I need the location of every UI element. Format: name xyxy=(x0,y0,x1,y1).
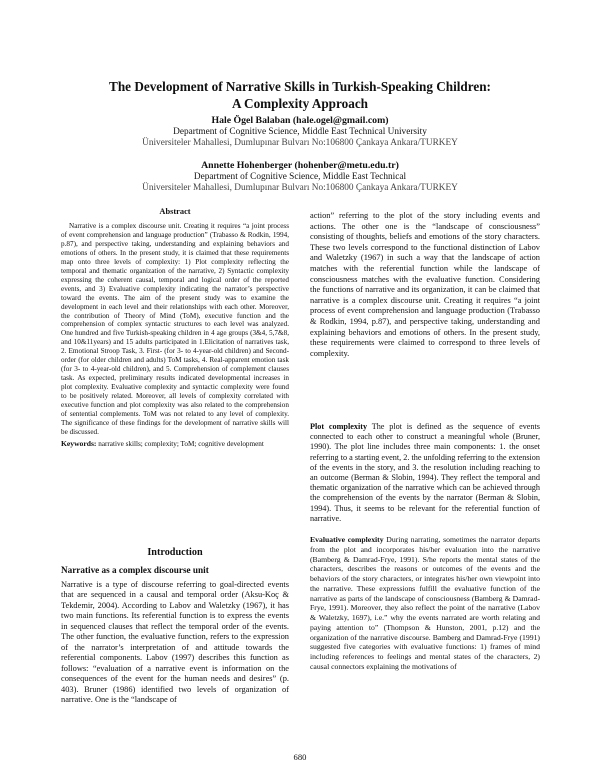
keywords-label: Keywords: xyxy=(61,438,97,448)
evaluative-complexity-paragraph xyxy=(310,535,540,672)
plot-complexity-heading: Plot complexity xyxy=(310,422,368,431)
author-address: Üniversiteler Mahallesi, Dumlupınar Bulvarı No:106800 Çankaya Ankara/TURKEY xyxy=(142,183,458,193)
author-address: Üniversiteler Mahallesi, Dumlupınar Bulvarı No:106800 Çankaya Ankara/TURKEY xyxy=(142,138,458,148)
abstract-heading: Abstract xyxy=(159,207,191,216)
author-name: Hale Ögel Balaban (hale.ogel@gmail.com) xyxy=(211,115,389,126)
plot-complexity-text: The plot is defined as the sequence of events connected to each other to construct a meaningful whole (Bruner, 1990). The plot line includes three main components: 1. the onset referring to a starting event, 2. the unfolding referring to the extension of the events in the story, and 3. the resolution including reaching to an outcome (Berman & Slobin, 1994). They reflect the temporal and thematic organization of the narrative which can be achieved through the comprehension of the events by the narrator (Berman & Slobin, 1994). Thus, it seems to be relevant for the referential function of narrative. xyxy=(310,422,540,523)
keywords-text: narrative skills; complexity; ToM; cognitive development xyxy=(96,439,264,448)
title-line-1: The Development of Narrative Skills in Turkish-Speaking Children: xyxy=(109,79,491,94)
paper-title xyxy=(60,78,540,112)
abstract-text: Narrative is a complex discourse unit. Creating it requires “a joint process of event comprehension and language production” (Trabasso & Rodkin, 1994, p.87), and perspective taking, understanding and explaining behaviors and emotions of others. In the present study, it is claimed that these requirements map onto three levels of complexity: 1) Plot complexity reflecting the temporal and thematic organization of the narrative, 2) Syntactic complexity expressing the coherent causal, temporal and logical order of the reported events, and 3) Evaluative complexity indicating the narrator’s perspective toward the events. The aim of the present study was to examine the development in each level and their relationships with each other. Moreover, the contribution of Theory of Mind (ToM), executive function and the comprehension of complex syntactic structures to each level was analyzed. One hundred and five Turkish-speaking children in 4 age groups (3&4, 5,7&8, and 10&11years) and 15 adults participated in 1.Elicitation of narratives task, 2. Emotional Stroop Task, 3. First- (for 3- to 4-year-old children) and Second-order (for older children and adults) ToM tasks, 4. Real-apparent emotion task (for 3- to 4-year-old children), and 5. Comprehension of complement clauses task. As expected, preliminary results indicated developmental increases in plot complexity. Evaluative complexity and syntactic complexity were found to be positively related. Moreover, all levels of complexity correlated with executive function and plot complexity was also related to the comprehension of sentential complements. ToM was not related to any level of complexity. The significance of these findings for the development of narrative skills will be discussed. xyxy=(61,222,289,436)
author-department: Department of Cognitive Science, Middle East Technical University xyxy=(173,126,427,137)
author-block-1 xyxy=(60,115,540,150)
evaluative-complexity-text: During narrating, sometimes the narrator departs from the plot and incorporates his/her evaluation into the narrative (Bamberg & Damrad-Frye, 1991). S/he reports the mental states of the characters, describes the reasons or outcomes of the events and the behaviors of the story characters, or integrates his/her own viewpoint into the narrative. These expressions fulfill the evaluative function of the narrative as parts of the landscape of consciousness (Bamberg & Damrad-Frye, 1991). Moreover, they also reflect the point of the narrative (Labov & Waletzky, 1697), i.e.” why the events narrated are worth relating and paying attention to” (Thompson & Hunston, 2001, p.12) and the organization of the narrative discourse. Bamberg and Damrad-Frye (1991) suggested five categories with evaluative functions: 1) frames of mind including references to feelings and mental states of the characters, 2) causal connectors explaining the motivations of xyxy=(310,535,541,671)
page-number: 680 xyxy=(293,752,307,762)
plot-complexity-paragraph xyxy=(310,422,540,524)
right-paragraph-1: action” referring to the plot of the story including events and actions. The other one is the “landscape of consciousness” consisting of thoughts, beliefs and emotions of the story characters. These two levels correspond to the functional distinction of Labov and Waletzky (1967) in such a way that the landscape of action matches with the referential function while the landscape of consciousness matches with the evaluative function. Considering the functions of narrative and its organization, it can be claimed that narrative is a complex discourse unit. Creating it requires “a joint process of event comprehension and language production (Trabasso & Rodkin, 1994, p.87), and perspective taking, understanding and explaining behaviors and emotions of others. In the present study, these requirements were claimed to correspond to three levels of complexity. xyxy=(310,211,540,358)
left-column xyxy=(61,207,289,704)
evaluative-complexity-heading: Evaluative complexity xyxy=(310,535,384,544)
introduction-text: Narrative is a type of discourse referring to goal-directed events that are sequenced in a causal and temporal order (Aksu-Koç & Tekdemir, 2004). According to Labov and Waletzky (1967), it has two main functions. Its referential function is to express the events in sequenced clauses that reflect the temporal order of the events. The other function, the evaluative function, refers to the expression of the narrator’s interpretation of and attitude towards the referential components. Labov (1997) describes this function as follows: “evaluation of a narrative event is information on the consequences of the event for the human needs and desires” (p. 403). Bruner (1986) identified two levels of organization of narrative. One is the “landscape of xyxy=(61,580,289,704)
keywords xyxy=(61,440,289,449)
title-line-2: A Complexity Approach xyxy=(231,96,369,111)
author-name: Annette Hohenberger (hohenber@metu.edu.tr) xyxy=(201,160,399,171)
author-department: Department of Cognitive Science, Middle East Technical xyxy=(193,171,407,182)
introduction-heading: Introduction xyxy=(147,547,203,558)
author-block-2 xyxy=(60,160,540,195)
right-column xyxy=(310,211,541,671)
section-subheading: Narrative as a complex discourse unit xyxy=(61,565,209,575)
